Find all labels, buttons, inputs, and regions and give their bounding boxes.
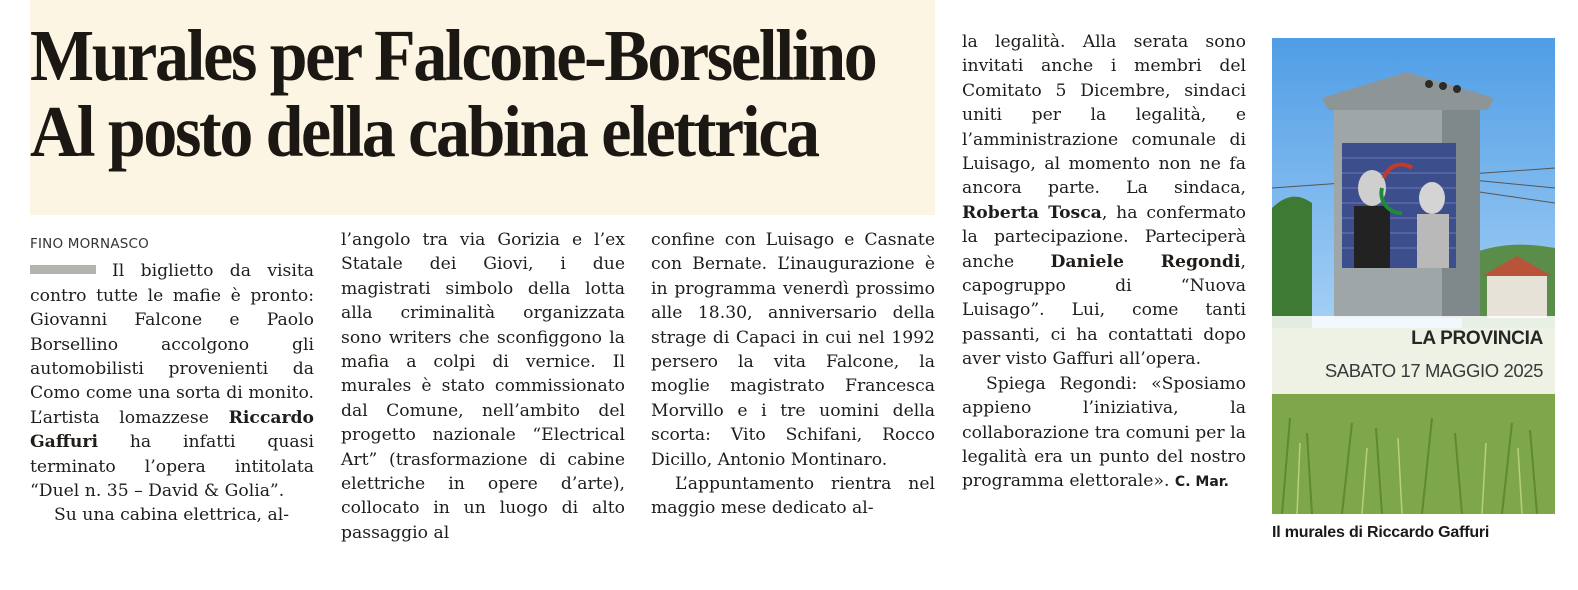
- publication-name: LA PROVINCIA: [1411, 328, 1543, 349]
- signature: C. Mar.: [1174, 474, 1229, 491]
- text-run: ha infatti quasi terminato l’opera intitolata “Duel n. 35 – David & Golia”.: [30, 432, 314, 502]
- paragraph: confine con Luisago e Casnate con Bernate. L’inaugurazione è in programma venerdì prossimo alle 18.30, anniversario della strage di Capaci in cui nel 1992 persero la vita Falcone, la moglie magistrato Francesca Morvillo e i tre uomini della scorta: Vito Schifani, Rocco Dicillo, Antonio Montinaro.: [651, 230, 935, 470]
- person-name: Daniele Regondi: [1050, 251, 1241, 272]
- paragraph: Su una cabina elettrica, al-: [54, 505, 290, 526]
- headline-box: [30, 0, 935, 215]
- text-run: , capogruppo di “Nuova Luisago”. Lui, come tanti passanti, ci ha contattati dopo aver visto Gaffuri all’opera.: [962, 251, 1246, 370]
- person-name: Roberta Tosca: [962, 202, 1102, 223]
- text-run: , ha confermato la partecipazione. Parteciperà anche: [962, 202, 1246, 272]
- paragraph: [962, 30, 1246, 372]
- text-run: la legalità. Alla serata sono invitati anche i membri del Comitato 5 Dicembre, sindaci uniti per la legalità, e l’amministrazione comunale di Luisago, al momento non ne fa ancora parte. La sindaca,: [962, 32, 1246, 199]
- kicker-bar: [30, 265, 96, 274]
- paragraph: [962, 372, 1246, 495]
- author-name: Riccardo Gaffuri: [30, 407, 314, 453]
- text-run: Spiega Regondi: «Sposiamo appieno l’iniziativa, la collaborazione tra comuni per la legalità era un punto del nostro programma elettorale».: [962, 373, 1246, 492]
- photo-caption: Il murales di Riccardo Gaffuri: [1272, 524, 1490, 541]
- mural-photo: [1272, 38, 1555, 514]
- paragraph: L’appuntamento rientra nel maggio mese dedicato al-: [651, 474, 935, 519]
- article-column-2: [341, 228, 625, 545]
- headline-line-1: Murales per Falcone-Borsellino: [30, 15, 876, 96]
- headline-line-2: Al posto della cabina elettrica: [30, 91, 818, 172]
- article-column-4: [962, 30, 1246, 495]
- location-kicker: FINO MORNASCO: [30, 236, 149, 252]
- paragraph: l’angolo tra via Gorizia e l’ex Statale dei Giovi, i due magistrati simbolo della lotta alla criminalità organizzata sono writers che sconfiggono la mafia a colpi di vernice. Il murales è stato commissionato dal Comune, nell’ambito del progetto nazionale “Electrical Art” (trasformazione di cabine elettriche in opere d’arte), collocato in un luogo di alto passaggio al: [341, 230, 625, 543]
- text-run: Il biglietto da visita contro tutte le mafie è pronto: Giovanni Falcone e Paolo Borsellino accolgono gli automobilisti provenienti da Como come una sorta di monito. L’artista lomazzese: [30, 261, 314, 428]
- publication-date: SABATO 17 MAGGIO 2025: [1324, 360, 1543, 381]
- article-column-3: [651, 228, 935, 521]
- headline: [30, 15, 876, 172]
- paragraph: [30, 259, 314, 503]
- mural-photo-image: [1272, 38, 1555, 514]
- publication-overlay: [1272, 316, 1555, 394]
- article-column-1: [30, 228, 314, 528]
